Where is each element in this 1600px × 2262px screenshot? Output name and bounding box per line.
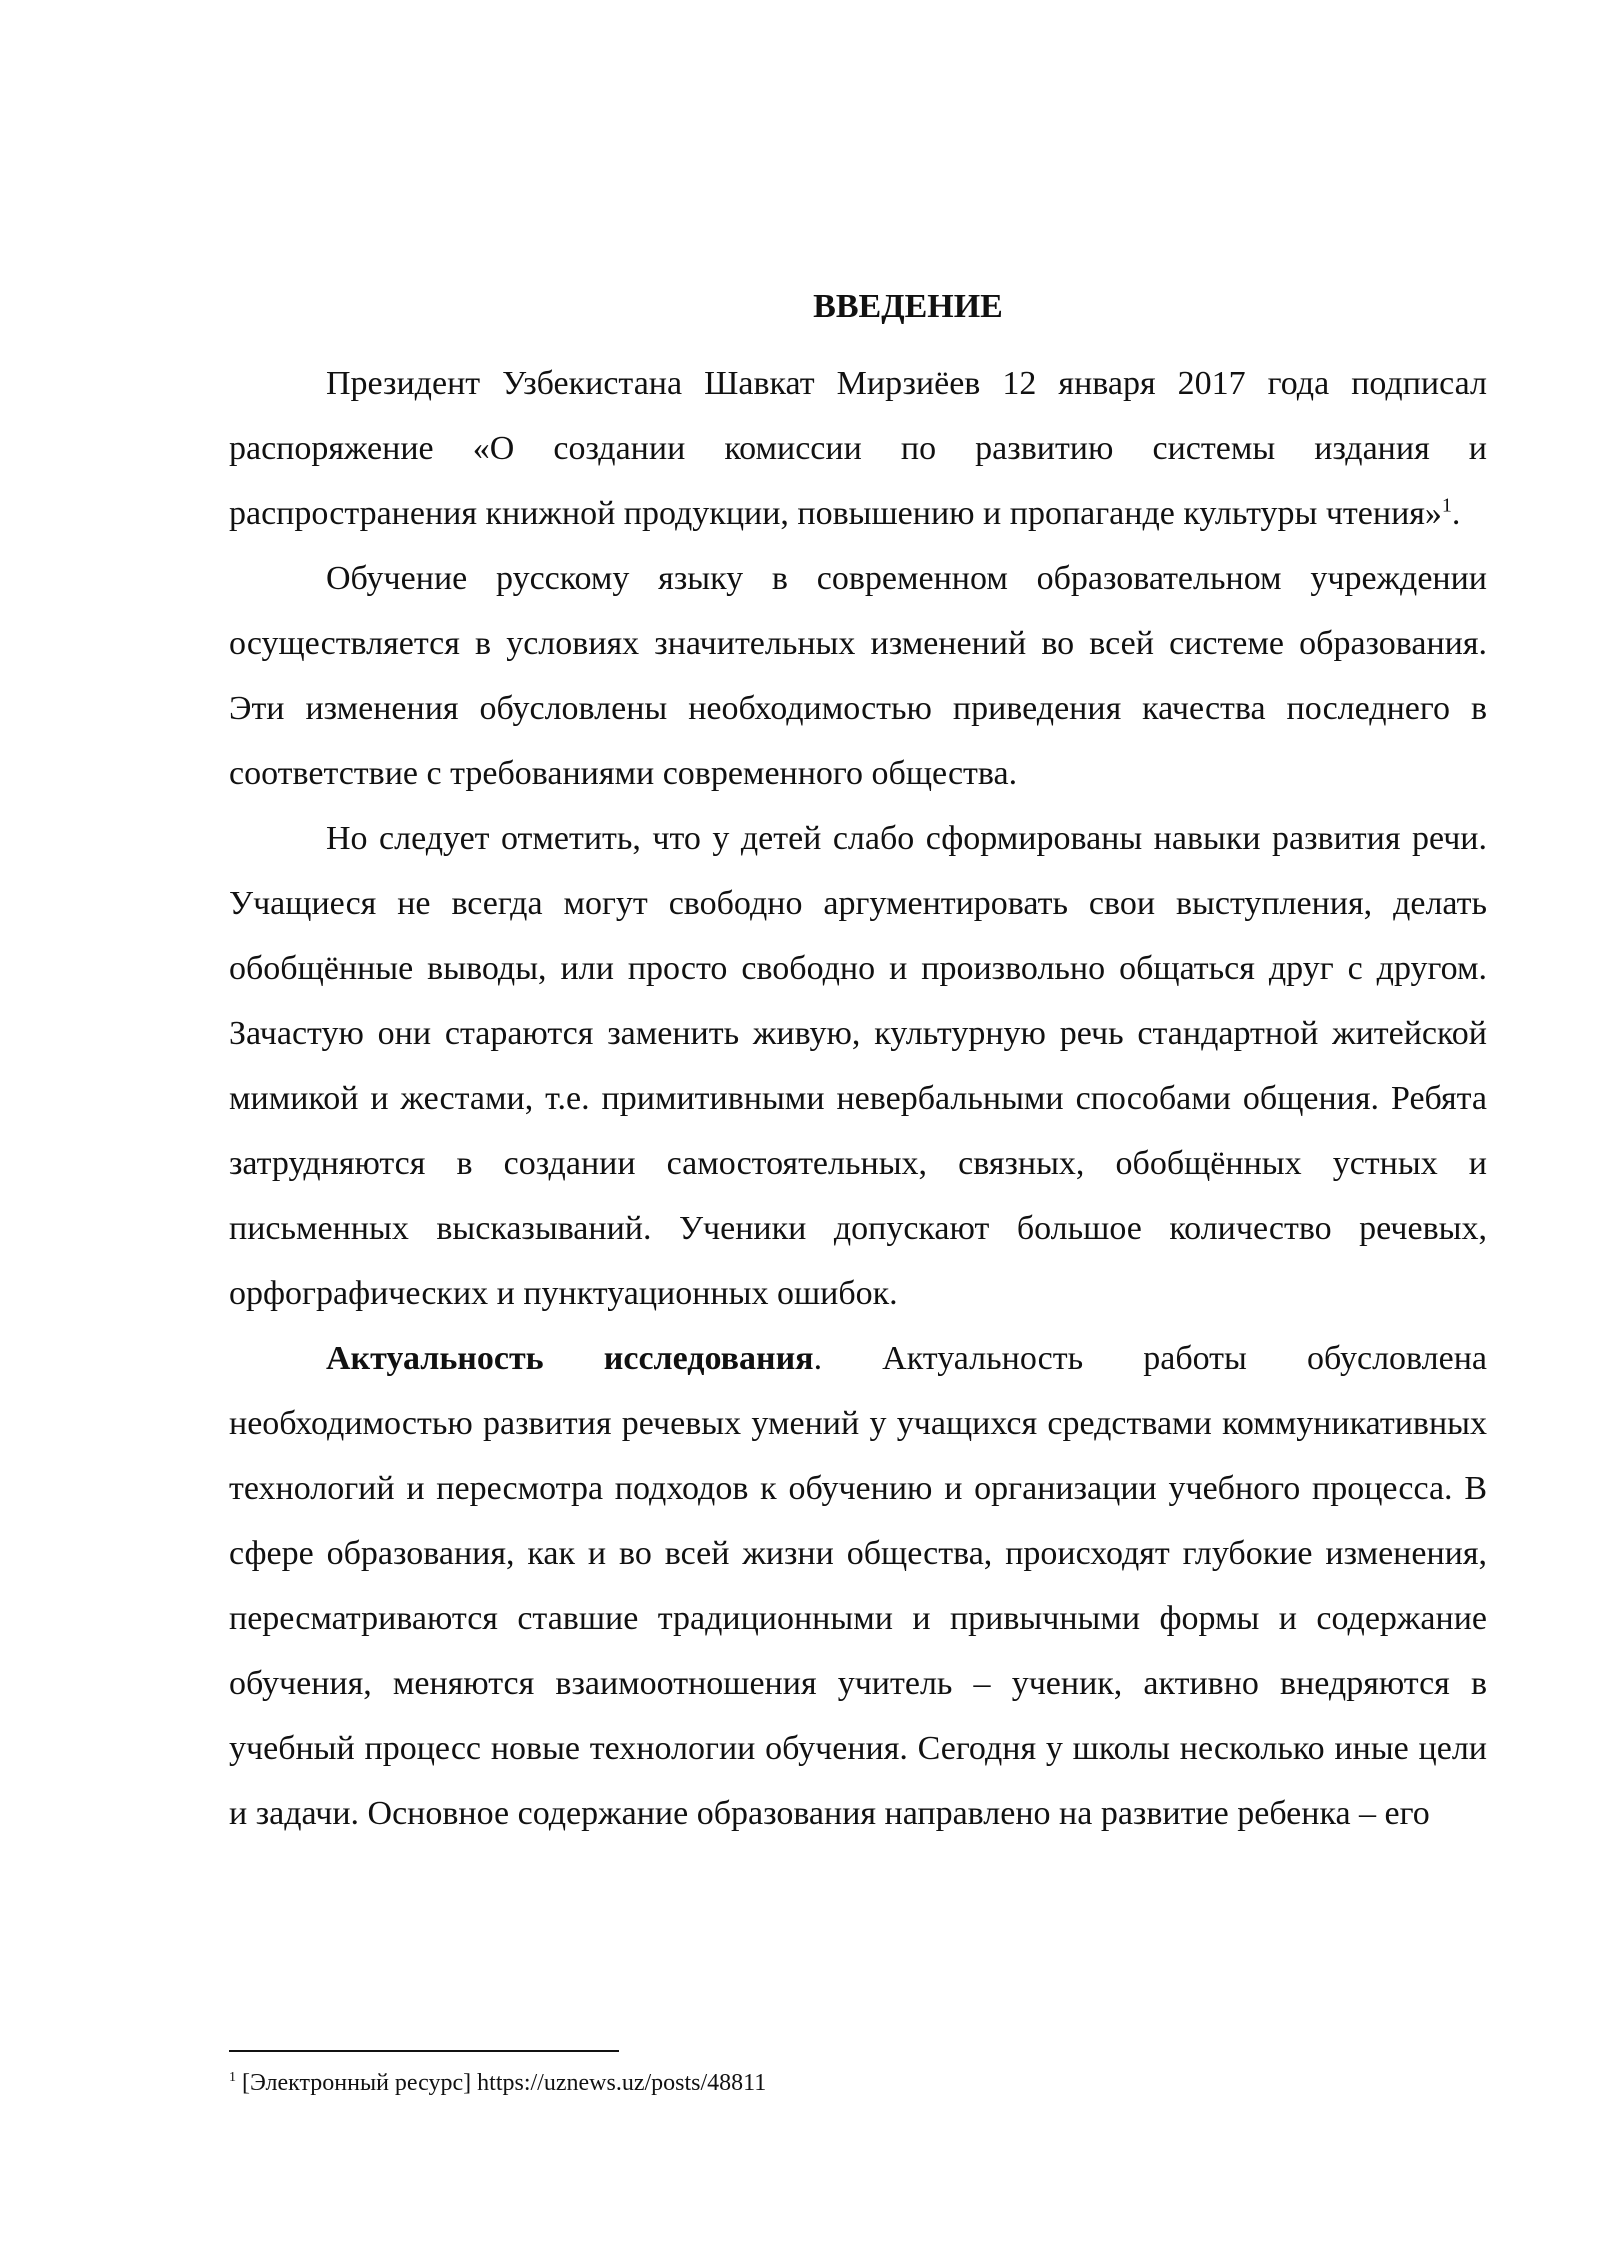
footnote-separator [229, 2050, 619, 2052]
relevance-label: Актуальность исследования [326, 1340, 814, 1377]
paragraph-intro-text: Президент Узбекистана Шавкат Мирзиёев 12 января 2017 года подписал распоряжение «О создании комиссии по развитию системы издания и распространения книжной продукции, повышению и пропаганде культуры чтения» [229, 365, 1487, 532]
page-title: ВВЕДЕНИЕ [813, 288, 1003, 325]
paragraph-intro [229, 351, 1487, 546]
paragraph-education: Обучение русскому языку в современном образовательном учреждении осуществляется в условиях значительных изменений во всей системе образования. Эти изменения обусловлены необходимостью приведения качества последнего в соответствие с требованиями современного общества. [229, 560, 1487, 792]
footnote [229, 2068, 766, 2098]
document-body [229, 285, 1487, 1846]
paragraph-speech-skills: Но следует отметить, что у детей слабо сформированы навыки развития речи. Учащиеся не всегда могут свободно аргументировать свои выступления, делать обобщённые выводы, или просто свободно и произвольно общаться друг с другом. Зачастую они стараются заменить живую, культурную речь стандартной житейской мимикой и жестами, т.е. примитивными невербальными способами общения. Ребята затрудняются в создании самостоятельных, связных, обобщённых устных и письменных высказываний. Ученики допускают большое количество речевых, орфографических и пунктуационных ошибок. [229, 820, 1487, 1312]
footnote-text: [Электронный ресурс] https://uznews.uz/posts/48811 [236, 2070, 767, 2096]
paragraph-intro-end: . [1451, 495, 1461, 532]
footnote-reference[interactable]: 1 [1441, 494, 1452, 517]
paragraph-relevance [229, 1326, 1487, 1846]
relevance-text: . Актуальность работы обусловлена необходимостью развития речевых умений у учащихся средствами коммуникативных технологий и пересмотра подходов к обучению и организации учебного процесса. В сфере образования, как и во всей жизни общества, происходят глубокие изменения, пересматриваются ставшие традиционными и привычными формы и содержание обучения, меняются взаимоотношения учитель – ученик, активно внедряются в учебный процесс новые технологии обучения. Сегодня у школы несколько иные цели и задачи. Основное содержание образования направлено на развитие ребенка – его [229, 1340, 1487, 1832]
footnote-mark: 1 [229, 2070, 236, 2085]
